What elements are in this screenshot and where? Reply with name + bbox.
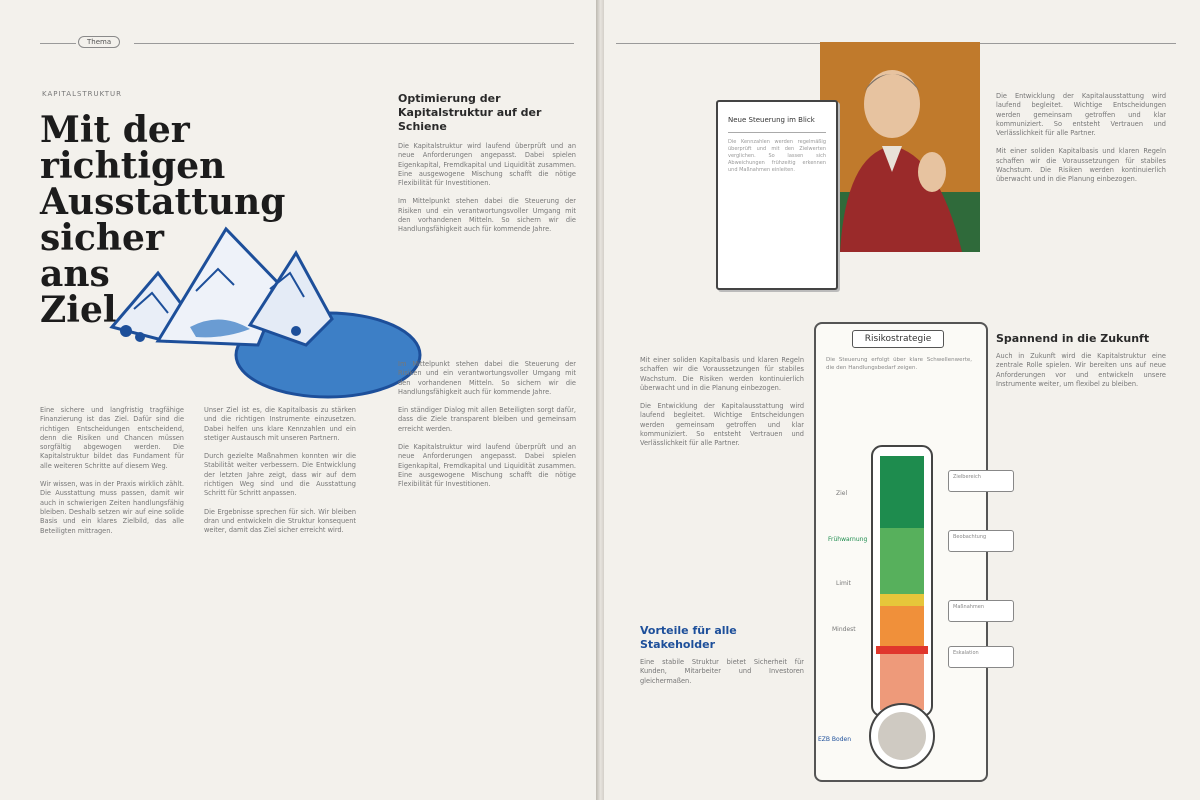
headline-line: Ausstattung xyxy=(40,181,286,223)
risk-strategy-title: Risikostrategie xyxy=(852,330,944,348)
column-3-text-top xyxy=(398,142,576,352)
right-column-right xyxy=(996,332,1166,712)
zone-green-light xyxy=(880,528,924,594)
headline-line: sicher xyxy=(40,217,164,259)
tree-dot xyxy=(291,326,301,336)
left-column-3-bottom xyxy=(398,360,576,740)
paragraph: Eine sichere und langfristig tragfähige Finanzierung ist das Ziel. Dafür sind die richtigen Entscheidungen entscheidend, denn die Risiken und Chancen müssen sorgfältig abgewogen werden. Die Kapitalstruktur bildet das Fundament für alle weiteren Schritte auf diesem Weg. xyxy=(40,406,184,470)
section-subheading: Vorteile für alle Stakeholder xyxy=(640,624,737,651)
paragraph: Mit einer soliden Kapitalbasis und klaren Regeln schaffen wir die Voraussetzungen für stabiles Wachstum. Die Risiken werden kontinuierlich überwacht und in die Planung einbezogen. xyxy=(640,356,804,392)
paragraph: Unser Ziel ist es, die Kapitalbasis zu stärken und die richtigen Instrumente einzusetzen. Dabei helfen uns klare Kennzahlen und ein stetiger Austausch mit unseren Partnern. xyxy=(204,406,356,442)
paragraph: Die Ergebnisse sprechen für sich. Wir bleiben dran und entwickeln die Struktur konsequent weiter, damit das Ziel sicher erreicht wird. xyxy=(204,507,356,535)
scale-label: Ziel xyxy=(836,490,848,497)
headline-line: Mit der xyxy=(40,109,190,151)
right-column-mid xyxy=(640,356,804,614)
thermo-bulb-fill xyxy=(878,712,926,760)
portrait-photo xyxy=(820,42,980,252)
callout-box: Zielbereich xyxy=(948,470,1014,492)
zone-yellow xyxy=(880,594,924,606)
left-column-1 xyxy=(40,406,184,742)
column-heading: Optimierung der Kapitalstruktur auf der Schiene xyxy=(398,92,542,133)
infobox xyxy=(716,100,838,290)
header-rule-right xyxy=(134,43,574,44)
headline-line: ans xyxy=(40,253,110,295)
scale-label: Limit xyxy=(836,580,851,587)
right-column-bottom xyxy=(640,624,804,758)
right-column-top xyxy=(996,92,1166,304)
left-column-3 xyxy=(398,92,576,352)
portrait-illustration xyxy=(820,42,980,252)
callout-box: Maßnahmen xyxy=(948,600,1014,622)
infobox-text: Die Kennzahlen werden regelmäßig überprüft und mit den Zielwerten verglichen. So lassen sich Abweichungen frühzeitig erkennen und Maßnahmen einleiten. xyxy=(728,139,826,173)
paragraph: Im Mittelpunkt stehen dabei die Steuerung der Risiken und ein verantwortungsvoller Umgang mit den vorhandenen Mitteln. So sichern wir die Handlungsfähigkeit auch für kommende Jahre. xyxy=(398,197,576,234)
section-text: Auch in Zukunft wird die Kapitalstruktur eine zentrale Rolle spielen. Wir bereiten uns auf neue Anforderungen vor und entwickeln unsere Instrumente weiter, um flexibel zu bleiben. xyxy=(996,352,1166,388)
zone-green-dark xyxy=(880,456,924,528)
scale-label: Frühwarnung xyxy=(828,536,868,543)
zone-orange xyxy=(880,606,924,648)
paragraph: Wir wissen, was in der Praxis wirklich zählt. Die Ausstattung muss passen, damit wir auch in schwierigen Zeiten handlungsfähig bleiben. Deshalb setzen wir auf eine solide Basis und ein klares Zielbild, das alle Beteiligten mittragen. xyxy=(40,480,184,535)
mountain-lake-illustration xyxy=(100,215,425,415)
left-page xyxy=(0,0,598,800)
headline-line: Ziel xyxy=(40,289,117,331)
paragraph: Die Entwicklung der Kapitalausstattung wird laufend begleitet. Wichtige Entscheidungen werden gemeinsam getroffen und klar kommuniziert. So entsteht Vertrauen und Verlässlichkeit für alle Partner. xyxy=(996,92,1166,138)
headline-line: richtigen xyxy=(40,145,226,187)
paragraph: Die Kapitalstruktur wird laufend überprüft und an neue Anforderungen angepasst. Dabei spielen Eigenkapital, Fremdkapital und Liquidität zusammen. Eine ausgewogene Mischung schafft die nötige Flexibilität für Investitionen. xyxy=(398,443,576,489)
zone-red-line xyxy=(876,646,928,654)
paragraph: Im Mittelpunkt stehen dabei die Steuerung der Risiken und ein verantwortungsvoller Umgang mit den vorhandenen Mitteln. So sichern wir die Handlungsfähigkeit auch für kommende Jahre. xyxy=(398,360,576,396)
paragraph: Durch gezielte Maßnahmen konnten wir die Stabilität weiter verbessern. Die Entwicklung der letzten Jahre zeigt, dass wir auf dem richtigen Weg sind und die Ausstattung Schritt für Schritt anpassen. xyxy=(204,452,356,498)
section-subheading: Spannend in die Zukunft xyxy=(996,332,1150,345)
risk-thermometer xyxy=(862,442,942,772)
scale-label: Mindest xyxy=(832,626,856,633)
section-text: Eine stabile Struktur bietet Sicherheit für Kunden, Mitarbeiter und Investoren gleichermaßen. xyxy=(640,658,804,685)
paragraph: Mit einer soliden Kapitalbasis und klaren Regeln schaffen wir die Voraussetzungen für stabiles Wachstum. Die Risiken werden kontinuierlich überwacht und in die Planung einbezogen. xyxy=(996,147,1166,184)
paragraph: Die Entwicklung der Kapitalausstattung wird laufend begleitet. Wichtige Entscheidungen werden gemeinsam getroffen und klar kommuniziert. So entsteht Vertrauen und Verlässlichkeit für alle Partner. xyxy=(640,402,804,448)
zone-salmon xyxy=(880,654,924,710)
paragraph: Ein ständiger Dialog mit allen Beteiligten sorgt dafür, dass die Ziele transparent bleiben und gemeinsam erreicht werden. xyxy=(398,406,576,433)
callout-box: Eskalation xyxy=(948,646,1014,668)
callout-box: Beobachtung xyxy=(948,530,1014,552)
risk-intro-text: Die Steuerung erfolgt über klare Schwellenwerte, die den Handlungsbedarf zeigen. xyxy=(826,357,972,371)
infobox-title: Neue Steuerung im Blick xyxy=(728,116,815,124)
section-tag: Thema xyxy=(78,36,120,48)
tree-dot xyxy=(120,325,132,337)
header-rule-left xyxy=(40,43,76,44)
kicker: KAPITALSTRUKTUR xyxy=(42,90,122,98)
floor-label: EZB Boden xyxy=(818,736,852,743)
paragraph: Die Kapitalstruktur wird laufend überprüft und an neue Anforderungen angepasst. Dabei spielen Eigenkapital, Fremdkapital und Liquidität zusammen. Eine ausgewogene Mischung schafft die nötige Flexibilität für Investitionen. xyxy=(398,142,576,188)
tree-dot xyxy=(135,332,145,342)
left-column-2 xyxy=(204,406,356,742)
